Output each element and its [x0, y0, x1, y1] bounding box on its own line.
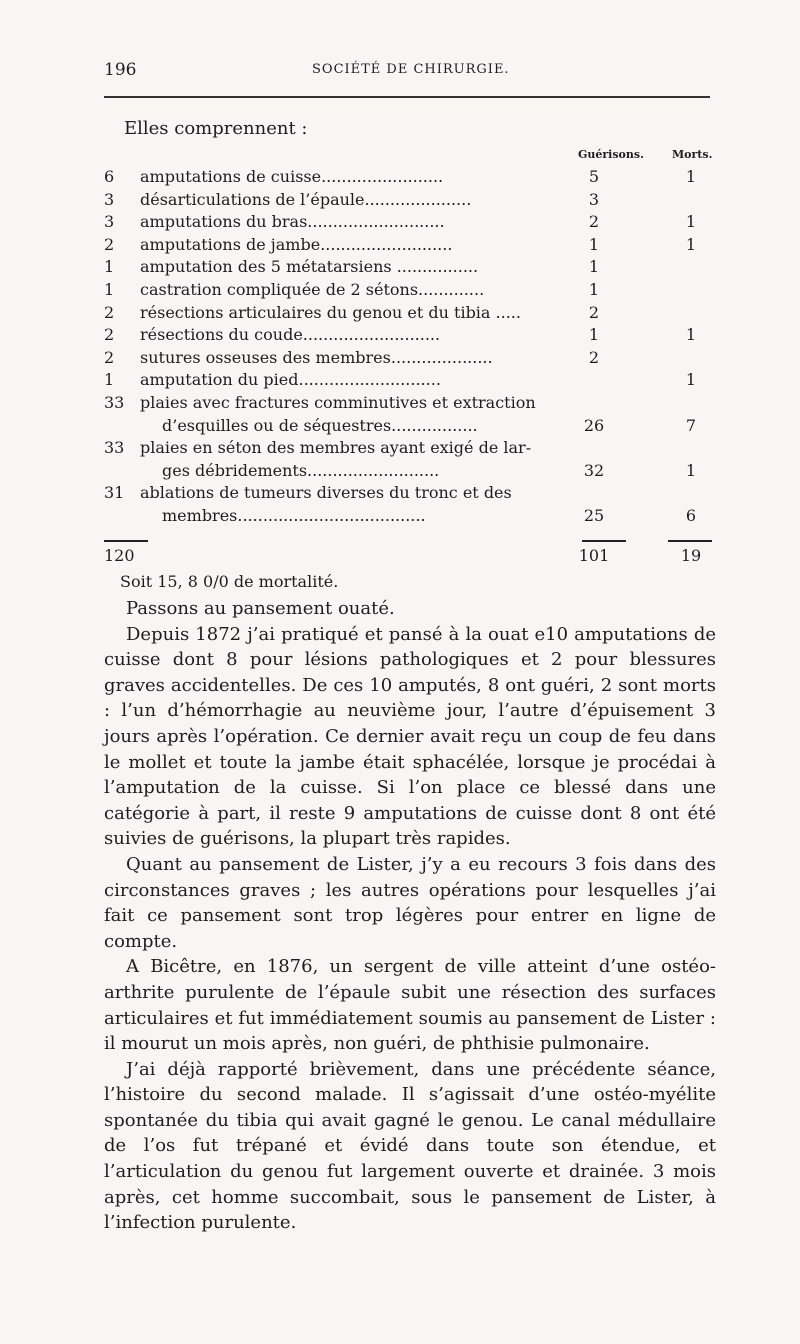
row-count: 2: [104, 302, 115, 322]
row-label: ges débridements..........................: [162, 460, 440, 480]
total-guerisons: 101: [578, 546, 610, 565]
row-label: sutures osseuses des membres....................: [140, 347, 493, 367]
running-title: SOCIÉTÉ DE CHIRURGIE.: [312, 62, 510, 77]
row-label: résections articulaires du genou et du tibia .....: [140, 302, 521, 322]
row-label: ablations de tumeurs diverses du tronc et des: [140, 483, 512, 503]
row-label: amputations de cuisse........................: [140, 167, 444, 186]
row-guerisons: 32: [583, 460, 605, 480]
column-header-guerisons: Guérisons.: [578, 148, 644, 161]
total-rule-guerisons: [582, 540, 626, 542]
row-guerisons: 1: [588, 280, 600, 299]
row-guerisons: 2: [588, 302, 600, 322]
row-label: désarticulations de l’épaule.....................: [140, 189, 472, 209]
row-count: 2: [104, 234, 115, 254]
row-guerisons: 1: [588, 257, 600, 277]
row-guerisons: 1: [588, 234, 600, 254]
row-label: amputations de jambe..........................: [140, 234, 453, 254]
row-count: 3: [104, 189, 115, 209]
row-label: castration compliquée de 2 sétons.............: [140, 280, 485, 299]
paragraph: A Bicêtre, en 1876, un sergent de ville atteint d’une ostéo-arthrite purulente de l’épaule subit une résection des surfaces articulaires et fut immédiatement soumis au pansement de Lister : il mourut un mois après, non guéri, de phthisie pulmonaire.: [104, 956, 716, 1055]
row-guerisons: 1: [588, 325, 600, 345]
row-guerisons: 5: [588, 167, 600, 186]
row-guerisons: 26: [583, 415, 605, 435]
total-rule-left: [104, 540, 148, 542]
mortality-line: Soit 15, 8 0/0 de mortalité.: [120, 572, 339, 591]
row-label: résections du coude...........................: [140, 325, 441, 345]
row-count: 6: [104, 167, 115, 186]
row-count: 31: [104, 483, 125, 503]
row-count: 1: [104, 370, 115, 390]
row-morts: 1: [685, 325, 697, 345]
header-rule: [104, 96, 710, 98]
row-morts: 1: [685, 212, 697, 232]
paragraph: Quant au pansement de Lister, j’y a eu recours 3 fois dans des circonstances graves ; les autres opérations pour lesquelles j’ai fait ce pansement sont trop légères pour entrer en ligne de compte.: [104, 853, 716, 952]
row-guerisons: 2: [588, 212, 600, 232]
row-label: plaies avec fractures comminutives et extraction: [140, 393, 536, 412]
column-header-morts: Morts.: [672, 148, 713, 161]
row-count: 33: [104, 438, 125, 458]
row-count: 1: [104, 257, 115, 277]
row-label: amputation du pied............................: [140, 370, 441, 390]
row-label: plaies en séton des membres ayant exigé de lar-: [140, 438, 532, 458]
table-intro: Elles comprennent :: [124, 118, 308, 139]
paragraph: Depuis 1872 j’ai pratiqué et pansé à la ouat e10 amputations de cuisse dont 8 pour lésions pathologiques et 2 pour blessures graves accidentelles. De ces 10 amputés, 8 ont guéri, 2 sont morts : l’un d’hémorrhagie au neuvième jour, l’autre d’épuisement 3 jours après l’opération. Ce dernier avait reçu un coup de feu dans le mollet et toute la jambe était sphacélée, lorsque je procédai à l’amputation de la cuisse. Si l’on place ce blessé dans une catégorie à part, il reste 9 amputations de cuisse dont 8 ont été suivies de guérisons, la plupart très rapides.: [104, 623, 716, 850]
row-count: 3: [104, 212, 115, 232]
row-morts: 1: [685, 370, 697, 390]
body-text: [104, 596, 716, 1236]
total-morts: 19: [680, 546, 702, 565]
row-label: d’esquilles ou de séquestres.................: [162, 415, 478, 435]
row-count: 2: [104, 325, 115, 345]
row-label: amputation des 5 métatarsiens ................: [140, 257, 479, 277]
row-count: 33: [104, 393, 125, 412]
row-morts: 6: [685, 506, 697, 525]
row-morts: 7: [685, 415, 697, 435]
paragraph: Passons au pansement ouaté.: [126, 598, 395, 619]
row-count: 2: [104, 347, 115, 367]
row-guerisons: 25: [583, 506, 605, 525]
page-number: 196: [104, 60, 137, 80]
total-rule-morts: [668, 540, 712, 542]
row-morts: 1: [685, 234, 697, 254]
row-morts: 1: [685, 167, 697, 186]
total-count: 120: [104, 546, 135, 565]
row-morts: 1: [685, 460, 697, 480]
row-label: amputations du bras...........................: [140, 212, 445, 232]
paragraph: J’ai déjà rapporté brièvement, dans une précédente séance, l’histoire du second malade. Il s’agissait d’une ostéo-myélite spontanée du tibia qui avait gagné le genou. Le canal médullaire de l’os fut trépané et évidé dans toute son étendue, et l’articulation du genou fut largement ouverte et drainée. 3 mois après, cet homme succombait, sous le pansement de Lister, à l’infection purulente.: [104, 1058, 716, 1234]
row-guerisons: 2: [588, 347, 600, 367]
row-label: membres.....................................: [162, 506, 426, 525]
row-guerisons: 3: [588, 189, 600, 209]
row-count: 1: [104, 280, 115, 299]
